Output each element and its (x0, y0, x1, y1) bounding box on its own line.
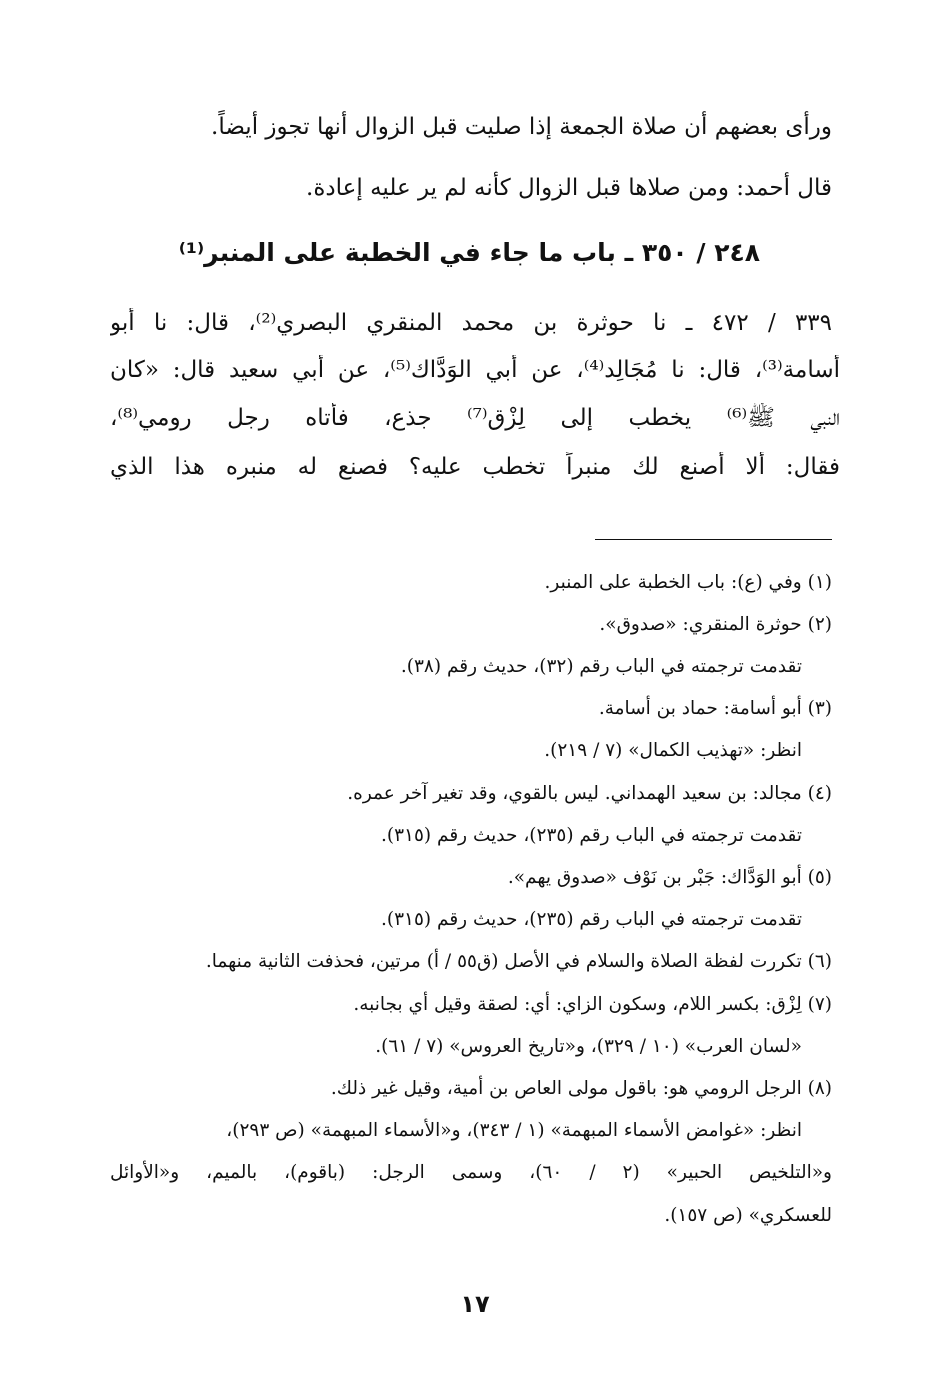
footnote-separator (595, 539, 832, 540)
footnote-7-cont: «لسان العرب» (١٠ / ٣٢٩)، و«تاريخ العروس» (٧ / ٦١). (375, 1036, 802, 1057)
footnote-3: (٣) أبو أسامة: حماد بن أسامة. (598, 698, 832, 719)
footnote-8-cont-1: انظر: «غوامض الأسماء المبهمة» (١ / ٣٤٣)، و«الأسماء المبهمة» (ص ٢٩٣)، (226, 1120, 802, 1141)
footnote-4-cont: تقدمت ترجمته في الباب رقم (٢٣٥)، حديث رقم (٣١٥). (380, 825, 802, 846)
footnote-3-cont: انظر: «تهذيب الكمال» (٧ / ٢١٩). (544, 740, 802, 761)
hadith-line-2: أسامة⁽³⁾، قال: نا مُجَالِد⁽⁴⁾، عن أبي الوَدَّاك⁽⁵⁾، عن أبي سعيد قال: «كان (110, 357, 840, 383)
body-paragraph-1: ورأى بعضهم أن صلاة الجمعة إذا صليت قبل الزوال أنها تجوز أيضاً. (211, 114, 832, 140)
footnote-5: (٥) أبو الوَدَّاك: جَبْر بن نَوْف «صدوق يهم». (507, 867, 832, 888)
footnote-4: (٤) مجالد: بن سعيد الهمداني. ليس بالقوي، وقد تغير آخر عمره. (347, 783, 832, 804)
footnote-5-cont: تقدمت ترجمته في الباب رقم (٢٣٥)، حديث رقم (٣١٥). (380, 909, 802, 930)
body-paragraph-2: قال أحمد: ومن صلاها قبل الزوال كأنه لم ير عليه إعادة. (306, 175, 832, 201)
footnote-8-cont-3: للعسكري» (ص ١٥٧). (664, 1205, 832, 1226)
chapter-heading: ٢٤٨ / ٣٥٠ ـ باب ما جاء في الخطبة على المنبر⁽¹⁾ (178, 238, 760, 267)
footnote-6: (٦) تكررت لفظة الصلاة والسلام في الأصل (ق٥٥ / أ) مرتين، فحذفت الثانية منهما. (205, 951, 832, 972)
footnote-7: (٧) لِزْق: بكسر اللام، وسكون الزاي: أي: لصقة وقيل أي بجانبه. (353, 994, 832, 1015)
footnote-8-cont-2: و«التلخيص الحبير» (٢ / ٦٠)، وسمى الرجل: (باقوم)، بالميم، و«الأوائل (110, 1162, 832, 1183)
footnote-1: (١) وفي (ع): باب الخطبة على المنبر. (544, 572, 832, 593)
hadith-line-4: فقال: ألا أصنع لك منبراً تخطب عليه؟ فصنع له منبره هذا الذي (110, 454, 840, 480)
footnote-2-cont: تقدمت ترجمته في الباب رقم (٣٢)، حديث رقم (٣٨). (400, 656, 802, 677)
hadith-line-1: ٣٣٩ / ٤٧٢ ـ نا حوثرة بن محمد المنقري البصري⁽²⁾، قال: نا أبو (110, 310, 832, 336)
footnote-8: (٨) الرجل الرومي هو: باقول مولى العاص بن أمية، وقيل غير ذلك. (330, 1078, 832, 1099)
hadith-line-3: النبي ﷺ⁽⁶⁾ يخطب إلى لِزْق⁽⁷⁾ جذع، فأتاه رجل رومي⁽⁸⁾، (110, 405, 840, 431)
footnote-2: (٢) حوثرة المنقري: «صدوق». (599, 614, 832, 635)
page-number: ١٧ (460, 1290, 490, 1318)
